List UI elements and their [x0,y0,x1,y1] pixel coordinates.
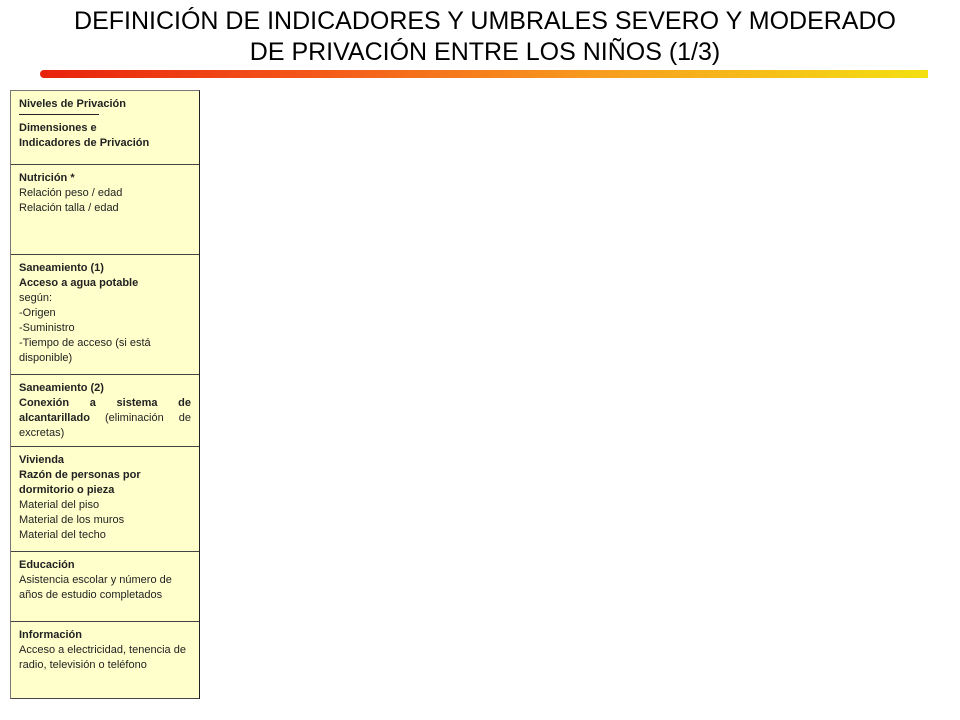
row-bold-line: Acceso a agua potable [19,277,139,289]
header-dimensions-label-2: Indicadores de Privación [19,137,150,149]
row-line: Material del piso [19,499,100,511]
row-title: Información [19,629,82,641]
row-line: -Suministro [19,322,75,334]
row-nutricion [11,165,199,255]
row-text: (eliminación de excretas) [19,412,191,439]
row-line: Material de los muros [19,514,125,526]
row-line: -Tiempo de acceso (si está disponible) [19,337,151,364]
row-title: Saneamiento (1) [19,262,104,274]
page-title-line1: DEFINICIÓN DE INDICADORES Y UMBRALES SEVERO Y MODERADO [74,7,896,35]
row-line: Relación talla / edad [19,202,119,214]
row-bold-text: Conexión a sistema de alcantarillado [19,397,191,424]
row-text: Acceso a electricidad, tenencia de radio, televisión o teléfono [19,644,186,671]
privation-table [10,90,200,699]
row-line: -Origen [19,307,56,319]
row-title: Vivienda [19,454,65,466]
row-saneamiento-2 [11,375,199,447]
row-title: Nutrición * [19,172,75,184]
page-title [40,6,930,68]
title-gradient-bar [40,70,928,78]
table-header-cell [11,91,199,165]
row-line: Relación peso / edad [19,187,123,199]
header-levels-label: Niveles de Privación [19,98,126,110]
row-educacion [11,552,199,622]
row-saneamiento-1 [11,255,199,375]
row-title: Educación [19,559,75,571]
row-line: según: [19,292,53,304]
row-vivienda [11,447,199,552]
row-text: Asistencia escolar y número de años de estudio completados [19,574,172,601]
row-bold-text: Razón de personas por dormitorio o pieza [19,469,141,496]
header-divider-line [19,114,99,115]
row-informacion [11,622,199,699]
header-dimensions-label-1: Dimensiones e [19,122,97,134]
row-line: Material del techo [19,529,106,541]
row-title: Saneamiento (2) [19,382,104,394]
page-title-line2: DE PRIVACIÓN ENTRE LOS NIÑOS (1/3) [249,38,721,66]
